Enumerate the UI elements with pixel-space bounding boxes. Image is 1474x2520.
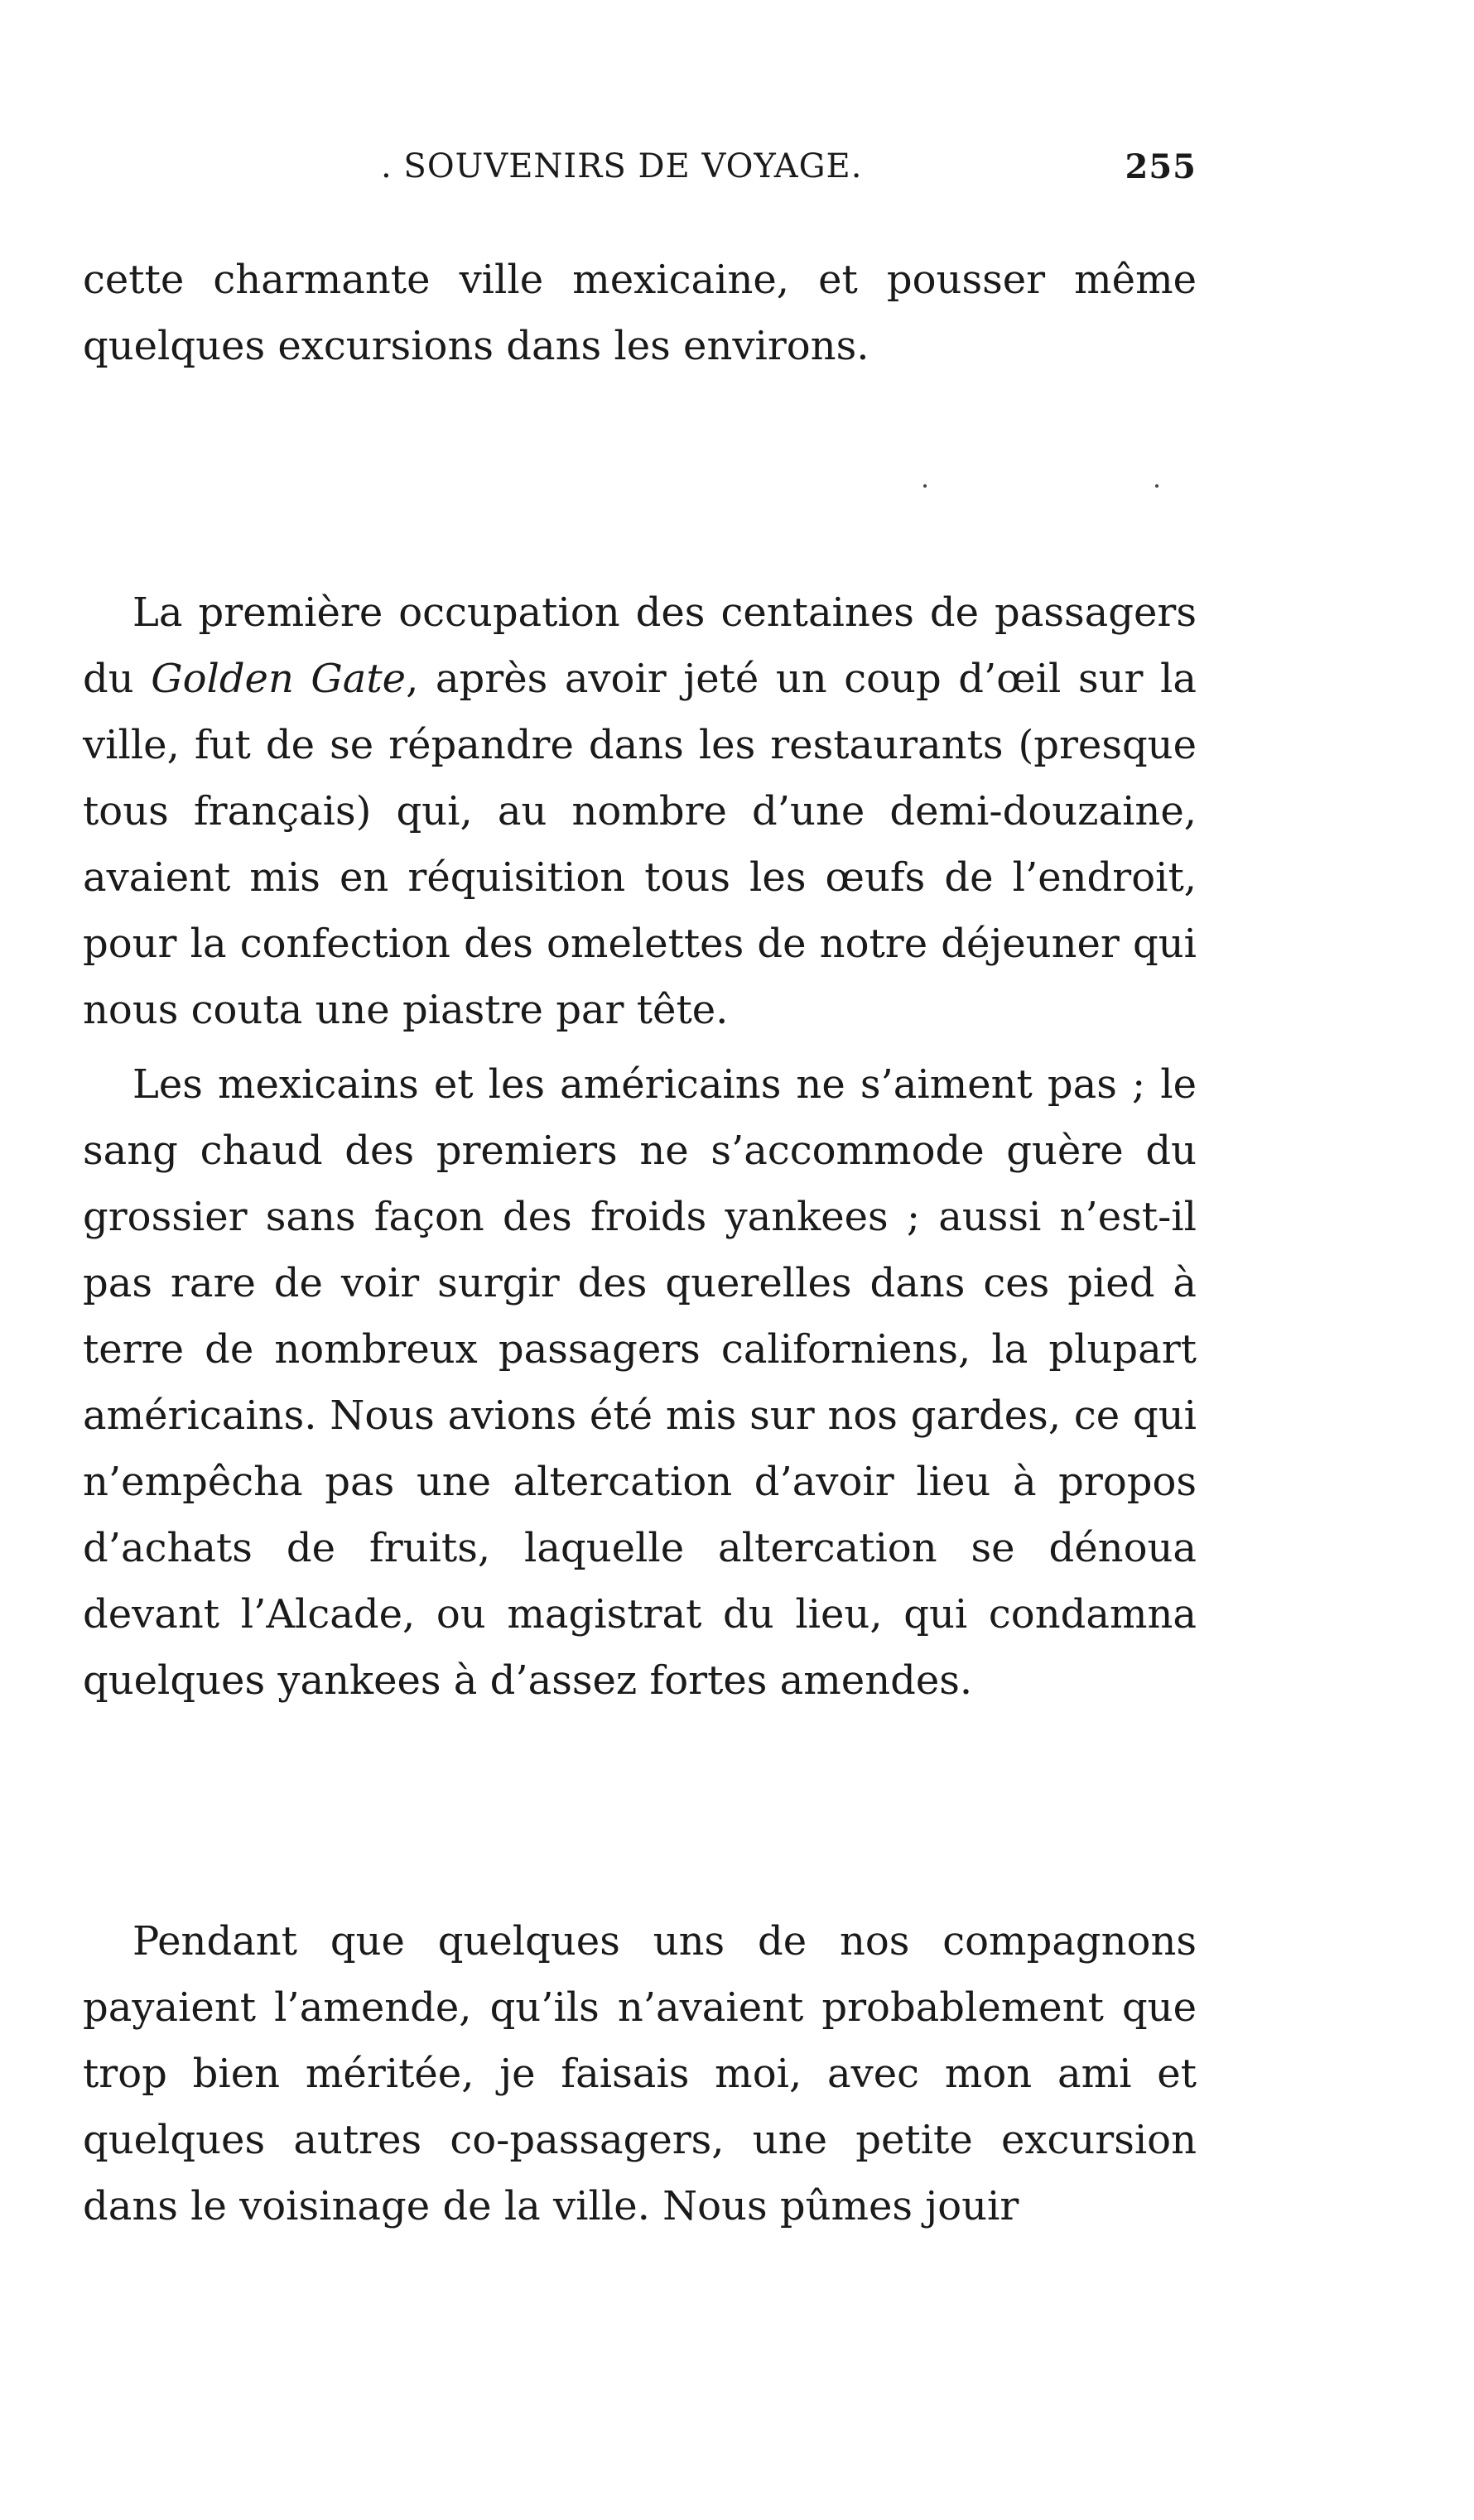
page-number: 255 xyxy=(1125,147,1197,186)
paragraph-excursion: Pendant que quelques uns de nos compagnons payaient l’amende, qu’ils n’avaient probablement que trop bien méritée, je faisais moi, avec mon ami et quelques autres co-passagers, une petite excursion dans le voisinage de la ville. Nous pûmes jouir xyxy=(83,1918,1197,2229)
print-speck xyxy=(923,484,927,488)
paragraph-first-occupation xyxy=(83,580,1197,1043)
ship-name: Golden Gate xyxy=(151,656,407,702)
text-block-continuation xyxy=(83,247,1197,379)
print-speck xyxy=(1155,484,1158,488)
running-title: . SOUVENIRS DE VOYAGE. xyxy=(381,147,863,185)
paragraph-continuation: cette charmante ville mexicaine, et pousser même quelques excursions dans les environs. xyxy=(83,257,1197,369)
text-block-section xyxy=(83,580,1197,1714)
paragraph-text: La première occupation des centaines de passagers du xyxy=(83,589,1197,702)
paragraph-text: , après avoir jeté un coup d’œil sur la ville, fut de se répandre dans les restaurants (presque tous français) qui, au nombre d’une demi-douzaine, avaient mis en réquisition tous les œufs de l’endroit, pour la confection des omelettes de notre déjeuner qui nous couta une piastre par tête. xyxy=(83,656,1197,1033)
running-head xyxy=(83,147,1197,197)
paragraph-mexicans-americans: Les mexicains et les américains ne s’aiment pas ; le sang chaud des premiers ne s’accommode guère du grossier sans façon des froids yankees ; aussi n’est-il pas rare de voir surgir des querelles dans ces pied à terre de nombreux passagers californiens, la plupart américains. Nous avions été mis sur nos gardes, ce qui n’empêcha pas une altercation d’avoir lieu à propos d’achats de fruits, laquelle altercation se dénoua devant l’Alcade, ou magistrat du lieu, qui condamna quelques yankees à d’assez fortes amendes. xyxy=(83,1061,1197,1704)
text-block-excursion xyxy=(83,1908,1197,2239)
